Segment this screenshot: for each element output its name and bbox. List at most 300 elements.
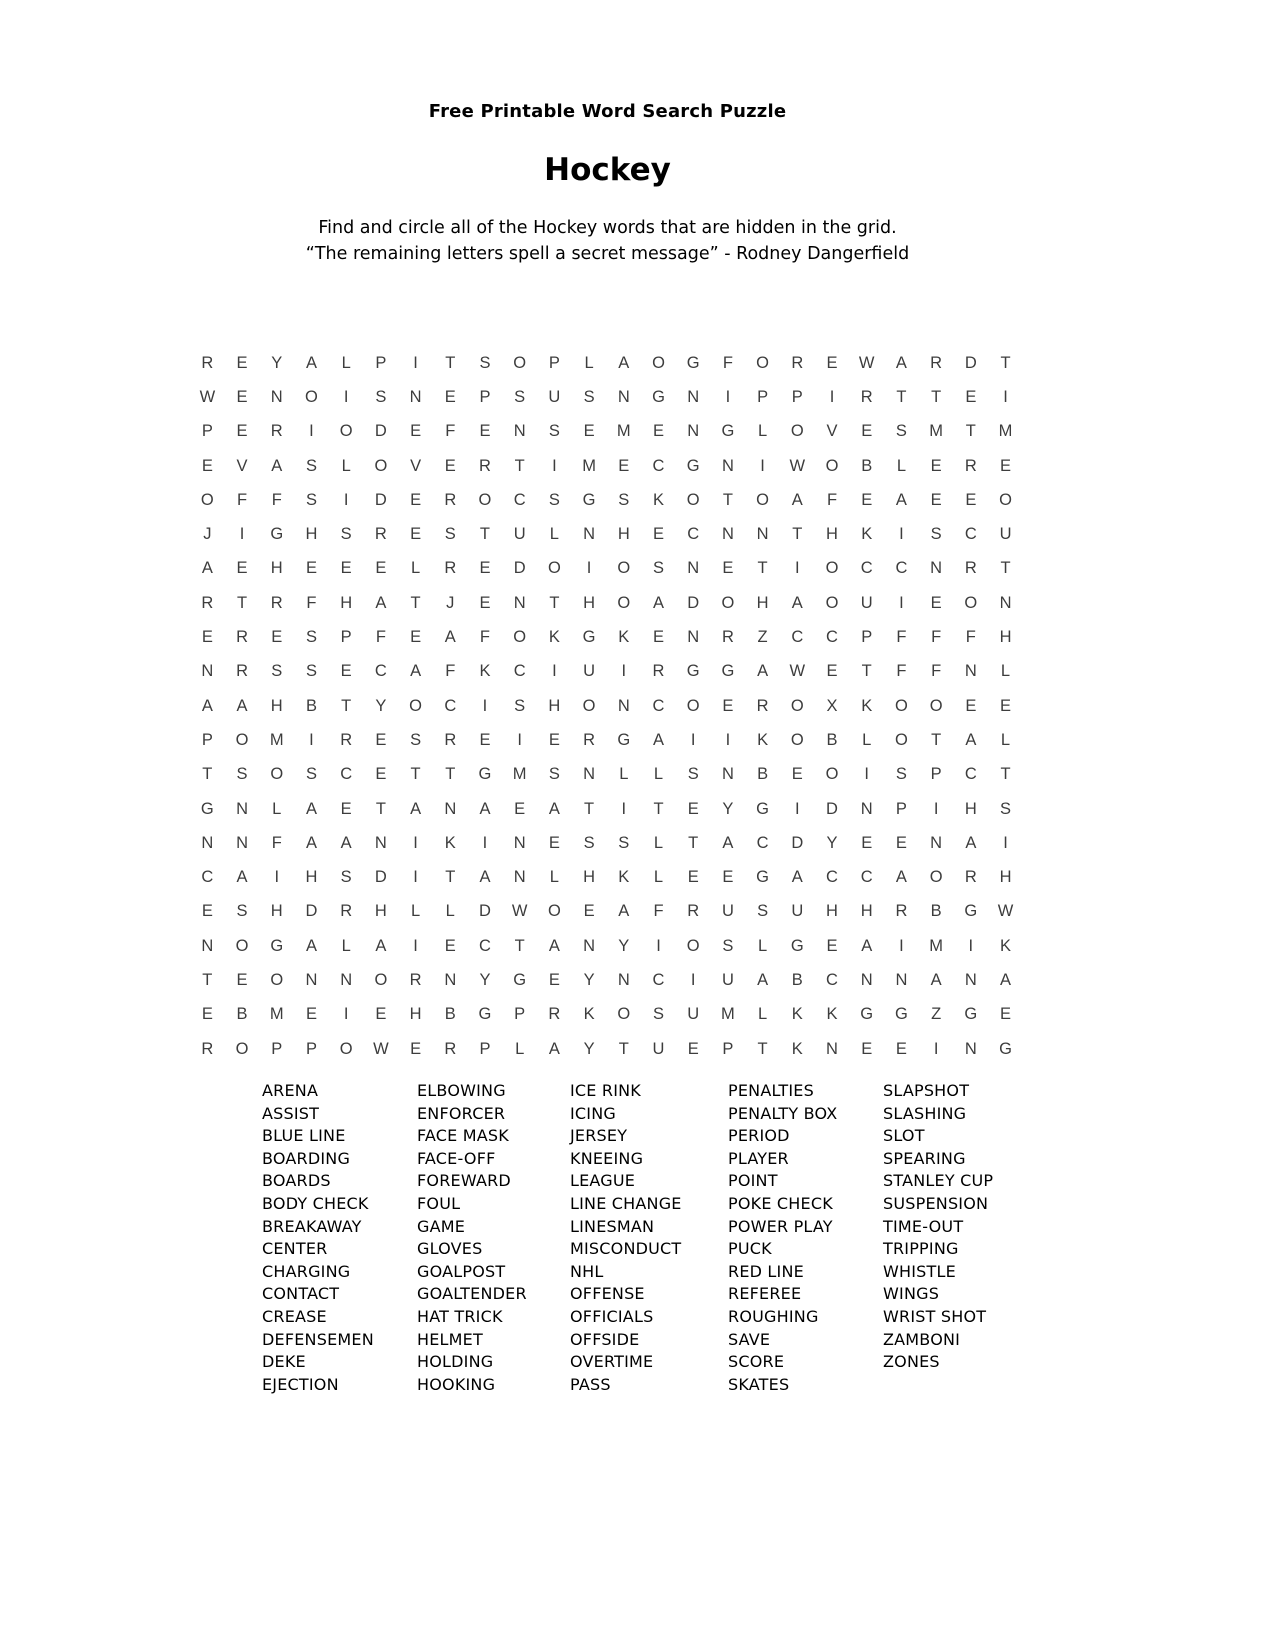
grid-cell: G — [894, 1005, 908, 1024]
grid-cell: T — [514, 456, 525, 475]
grid-cell: H — [340, 593, 353, 612]
grid-cell: S — [1000, 799, 1012, 818]
grid-cell: H — [583, 593, 596, 612]
grid-cell: N — [687, 628, 700, 647]
grid-cell: S — [583, 387, 595, 406]
grid-cell: H — [999, 628, 1012, 647]
grid-cell: E — [687, 868, 699, 887]
grid-cell: S — [514, 696, 526, 715]
grid-cell: E — [514, 799, 526, 818]
word-item: LEAGUE — [570, 1171, 636, 1191]
grid-cell: I — [586, 559, 592, 578]
grid-cell: S — [895, 422, 907, 441]
grid-cell: S — [652, 559, 664, 578]
word-item: SLAPSHOT — [883, 1081, 970, 1100]
word-item: KNEEING — [570, 1148, 644, 1168]
grid-cell: Y — [583, 1039, 595, 1058]
grid-cell: M — [512, 765, 527, 784]
grid-cell: C — [652, 970, 665, 989]
grid-cell: G — [686, 456, 700, 475]
word-item: DEKE — [262, 1352, 306, 1372]
grid-cell: A — [548, 799, 560, 818]
grid-cell: K — [757, 730, 769, 749]
grid-cell: R — [270, 593, 283, 612]
grid-cell: I — [760, 456, 765, 475]
grid-cell: E — [1000, 1005, 1012, 1024]
grid-cell: U — [721, 970, 734, 989]
grid-cell: W — [373, 1039, 389, 1058]
grid-cell: W — [997, 902, 1014, 921]
instructions-line-1: Find and circle all of the Hockey words that are hidden in the grid. — [318, 218, 897, 238]
grid-cell: P — [930, 765, 942, 784]
grid-cell: R — [270, 422, 283, 441]
grid-cell: R — [583, 730, 596, 749]
grid-cell: F — [965, 628, 976, 647]
grid-cell: M — [929, 422, 943, 441]
grid-cell: E — [930, 456, 942, 475]
word-item: ROUGHING — [728, 1306, 819, 1326]
grid-cell: E — [375, 765, 387, 784]
grid-cell: E — [930, 593, 942, 612]
grid-cell: C — [826, 628, 838, 647]
grid-cell: R — [721, 628, 734, 647]
grid-cell: I — [309, 422, 314, 441]
word-item: STANLEY CUP — [883, 1171, 994, 1191]
grid-cell: F — [896, 628, 907, 647]
grid-cell: H — [270, 902, 283, 921]
word-item: BLUE LINE — [262, 1126, 346, 1146]
grid-cell: E — [548, 833, 560, 852]
word-item: POKE CHECK — [728, 1193, 833, 1213]
grid-cell: J — [446, 593, 455, 612]
grid-cell: A — [895, 353, 907, 372]
grid-cell: I — [829, 387, 835, 406]
grid-cell: C — [860, 868, 873, 887]
grid-cell: E — [687, 1039, 699, 1058]
grid-cell: T — [584, 799, 595, 818]
grid-cell: M — [721, 1005, 735, 1024]
grid-cell: E — [861, 833, 873, 852]
grid-cell: E — [965, 696, 977, 715]
grid-cell: T — [1000, 559, 1011, 578]
grid-cell: E — [375, 1005, 387, 1024]
word-item: FOUL — [417, 1193, 461, 1213]
grid-cell: O — [686, 490, 700, 509]
word-item: OVERTIME — [570, 1352, 654, 1372]
word-list-column — [570, 1080, 682, 1396]
grid-cell: E — [583, 902, 595, 921]
grid-cell: B — [791, 970, 803, 989]
grid-cell: E — [340, 559, 352, 578]
grid-row — [190, 1032, 1023, 1066]
grid-row — [190, 792, 1023, 826]
word-item: EJECTION — [262, 1374, 339, 1394]
word-item: SLOT — [883, 1126, 925, 1146]
grid-cell: E — [583, 422, 595, 441]
grid-cell: A — [410, 799, 422, 818]
grid-cell: N — [721, 765, 734, 784]
grid-cell: E — [340, 662, 352, 681]
grid-cell: O — [790, 422, 804, 441]
grid-cell: O — [617, 593, 631, 612]
grid-cell: L — [515, 1039, 525, 1058]
grid-row — [190, 620, 1023, 654]
grid-cell: O — [825, 593, 839, 612]
grid-cell: E — [548, 730, 560, 749]
grid-cell: I — [656, 936, 661, 955]
grid-cell: E — [201, 456, 213, 475]
instructions — [0, 215, 1215, 267]
grid-cell: E — [444, 387, 456, 406]
grid-cell: E — [548, 970, 560, 989]
grid-cell: I — [343, 387, 349, 406]
grid-cell: N — [513, 833, 526, 852]
grid-cell: T — [202, 970, 213, 989]
grid-cell: O — [894, 696, 908, 715]
word-item: SUSPENSION — [883, 1193, 989, 1213]
grid-cell: A — [201, 559, 213, 578]
grid-cell: O — [999, 490, 1012, 509]
grid-cell: N — [374, 833, 387, 852]
grid-cell: K — [548, 628, 560, 647]
grid-cell: S — [548, 422, 560, 441]
grid-cell: E — [410, 490, 422, 509]
grid-cell: N — [930, 833, 943, 852]
grid-cell: A — [965, 730, 977, 749]
grid-cell: A — [201, 696, 213, 715]
grid-cell: W — [511, 902, 528, 921]
grid-cell: O — [929, 868, 943, 887]
grid-cell: R — [652, 662, 665, 681]
word-item: FACE MASK — [417, 1126, 509, 1146]
grid-cell: H — [374, 902, 387, 921]
grid-cell: G — [756, 868, 770, 887]
grid-cell: D — [374, 868, 387, 887]
grid-cell: F — [826, 490, 838, 509]
grid-row — [190, 346, 1023, 380]
grid-cell: G — [513, 970, 527, 989]
grid-cell: F — [931, 628, 942, 647]
grid-cell: E — [861, 422, 873, 441]
grid-cell: N — [964, 1039, 977, 1058]
grid-cell: T — [896, 387, 907, 406]
grid-cell: O — [513, 628, 527, 647]
grid-cell: N — [583, 936, 596, 955]
grid-cell: C — [687, 525, 700, 544]
word-item: HOOKING — [417, 1374, 496, 1394]
grid-cell: T — [688, 833, 699, 852]
word-item: HOLDING — [417, 1352, 494, 1372]
grid-cell: F — [931, 662, 942, 681]
grid-cell: S — [236, 765, 248, 784]
grid-cell: A — [305, 936, 317, 955]
grid-cell: L — [549, 525, 559, 544]
grid-cell: E — [479, 593, 491, 612]
grid-cell: E — [201, 628, 213, 647]
grid-cell: B — [305, 696, 317, 715]
grid-cell: T — [618, 1039, 629, 1058]
grid-cell: A — [479, 799, 491, 818]
grid-cell: S — [895, 765, 907, 784]
grid-cell: T — [549, 593, 560, 612]
grid-cell: I — [725, 387, 731, 406]
grid-cell: I — [899, 593, 904, 612]
grid-cell: L — [653, 868, 664, 887]
grid-cell: T — [931, 730, 942, 749]
grid-cell: A — [375, 593, 387, 612]
grid-cell: E — [861, 1039, 873, 1058]
word-item: BREAKAWAY — [262, 1216, 362, 1236]
grid-cell: A — [548, 936, 560, 955]
grid-cell: G — [721, 422, 735, 441]
grid-cell: Y — [722, 799, 734, 818]
grid-cell: L — [862, 730, 872, 749]
grid-cell: T — [757, 1039, 768, 1058]
grid-cell: Y — [826, 833, 838, 852]
word-item: SCORE — [728, 1352, 785, 1372]
grid-cell: G — [582, 490, 596, 509]
word-item: HELMET — [417, 1329, 483, 1349]
grid-cell: E — [618, 456, 630, 475]
grid-cell: E — [652, 422, 664, 441]
grid-cell: A — [375, 936, 387, 955]
grid-cell: W — [858, 353, 875, 372]
grid-cell: O — [409, 696, 422, 715]
grid-cell: E — [687, 799, 699, 818]
grid-cell: H — [270, 696, 283, 715]
grid-cell: N — [409, 387, 422, 406]
grid-cell: N — [687, 559, 700, 578]
grid-cell: U — [721, 902, 734, 921]
grid-cell: O — [235, 730, 249, 749]
grid-cell: E — [271, 628, 283, 647]
grid-cell: R — [201, 593, 214, 612]
grid-cell: O — [235, 936, 249, 955]
grid-cell: E — [236, 970, 248, 989]
grid-cell: P — [861, 628, 873, 647]
grid-cell: E — [722, 868, 734, 887]
grid-cell: K — [861, 696, 873, 715]
grid-cell: R — [236, 628, 249, 647]
grid-cell: A — [722, 833, 734, 852]
grid-cell: S — [305, 662, 317, 681]
grid-cell: P — [722, 1039, 734, 1058]
grid-cell: N — [305, 970, 318, 989]
grid-cell: R — [444, 559, 457, 578]
word-item: ICING — [570, 1103, 616, 1123]
grid-cell: O — [200, 490, 214, 509]
grid-cell: E — [444, 936, 456, 955]
grid-cell: N — [826, 1039, 838, 1058]
grid-cell: T — [445, 868, 456, 887]
grid-cell: G — [270, 525, 284, 544]
word-item: CENTER — [262, 1239, 328, 1259]
grid-cell: L — [758, 936, 768, 955]
grid-cell: C — [895, 559, 908, 578]
grid-cell: I — [864, 765, 869, 784]
grid-cell: I — [899, 525, 904, 544]
grid-cell: E — [375, 559, 387, 578]
grid-cell: I — [343, 1005, 349, 1024]
grid-cell: I — [1003, 387, 1008, 406]
grid-cell: S — [618, 490, 630, 509]
grid-cell: D — [791, 833, 804, 852]
grid-cell: N — [201, 936, 214, 955]
grid-cell: L — [584, 353, 594, 372]
grid-cell: R — [444, 730, 457, 749]
word-item: ELBOWING — [417, 1081, 506, 1100]
grid-cell: N — [721, 525, 734, 544]
grid-cell: A — [791, 868, 803, 887]
word-item: ICE RINK — [570, 1081, 641, 1100]
grid-row — [190, 826, 1023, 860]
grid-cell: L — [758, 1005, 768, 1024]
grid-cell: I — [239, 525, 245, 544]
grid-cell: O — [270, 970, 284, 989]
grid-cell: O — [825, 559, 839, 578]
grid-row — [190, 655, 1023, 689]
grid-cell: E — [479, 422, 491, 441]
grid-cell: N — [340, 970, 353, 989]
grid-row — [190, 963, 1023, 997]
grid-cell: U — [583, 662, 596, 681]
grid-cell: O — [617, 559, 631, 578]
grid-cell: E — [722, 696, 734, 715]
grid-cell: R — [895, 902, 908, 921]
grid-cell: N — [617, 970, 630, 989]
grid-cell: T — [202, 765, 213, 784]
grid-cell: A — [1000, 970, 1012, 989]
grid-row — [190, 380, 1023, 414]
grid-cell: G — [686, 353, 700, 372]
grid-cell: F — [375, 628, 386, 647]
grid-cell: T — [410, 593, 421, 612]
grid-cell: N — [617, 696, 630, 715]
grid-cell: R — [201, 1039, 214, 1058]
grid-cell: H — [617, 525, 630, 544]
grid-cell: G — [478, 765, 492, 784]
word-item: SLASHING — [883, 1103, 967, 1123]
grid-row — [190, 723, 1023, 757]
grid-cell: U — [860, 593, 873, 612]
grid-cell: P — [548, 353, 560, 372]
grid-cell: S — [548, 765, 560, 784]
grid-cell: N — [999, 593, 1012, 612]
grid-cell: I — [482, 696, 488, 715]
word-item: FOREWARD — [417, 1171, 511, 1191]
grid-cell: K — [618, 628, 630, 647]
word-item: TIME-OUT — [883, 1216, 964, 1236]
word-item: PENALTIES — [728, 1081, 814, 1100]
grid-cell: R — [964, 559, 977, 578]
grid-cell: E — [791, 765, 803, 784]
grid-cell: C — [374, 662, 387, 681]
grid-cell: S — [305, 456, 317, 475]
word-list-column — [417, 1080, 527, 1396]
grid-cell: T — [722, 490, 733, 509]
grid-cell: O — [825, 456, 839, 475]
grid-cell: N — [236, 799, 249, 818]
grid-cell: E — [305, 559, 317, 578]
grid-cell: G — [200, 799, 214, 818]
grid-cell: E — [410, 422, 422, 441]
grid-cell: I — [343, 490, 349, 509]
grid-cell: E — [861, 490, 873, 509]
grid-cell: S — [271, 662, 283, 681]
grid-cell: E — [652, 628, 664, 647]
grid-cell: N — [964, 970, 977, 989]
word-item: BOARDS — [262, 1171, 331, 1191]
grid-cell: D — [687, 593, 700, 612]
grid-cell: R — [756, 696, 769, 715]
grid-cell: O — [339, 422, 353, 441]
grid-cell: G — [721, 662, 735, 681]
word-item: PLAYER — [728, 1148, 789, 1168]
grid-cell: O — [825, 765, 839, 784]
grid-cell: B — [861, 456, 873, 475]
grid-cell: C — [826, 970, 838, 989]
grid-cell: R — [930, 353, 943, 372]
grid-cell: S — [930, 525, 942, 544]
grid-cell: A — [479, 868, 491, 887]
grid-cell: I — [413, 833, 418, 852]
grid-cell: A — [618, 353, 630, 372]
grid-cell: N — [444, 970, 457, 989]
grid-cell: H — [583, 868, 596, 887]
grid-cell: D — [374, 490, 387, 509]
grid-cell: O — [894, 730, 908, 749]
grid-cell: L — [341, 353, 351, 372]
grid-cell: H — [756, 593, 769, 612]
word-item: ZONES — [883, 1352, 940, 1372]
grid-cell: E — [375, 730, 387, 749]
grid-cell: A — [895, 868, 907, 887]
grid-cell: H — [270, 559, 283, 578]
grid-cell: T — [479, 525, 491, 544]
grid-cell: P — [375, 353, 387, 372]
grid-cell: H — [964, 799, 977, 818]
word-item: PERIOD — [728, 1126, 790, 1146]
grid-cell: I — [899, 936, 904, 955]
grid-cell: M — [269, 730, 284, 749]
grid-cell: N — [687, 387, 700, 406]
grid-cell: A — [305, 353, 317, 372]
grid-cell: E — [652, 525, 664, 544]
grid-cell: T — [792, 525, 803, 544]
grid-cell: A — [236, 868, 248, 887]
grid-cell: R — [444, 1039, 457, 1058]
grid-cell: E — [965, 387, 977, 406]
grid-cell: G — [478, 1005, 492, 1024]
word-item: ZAMBONI — [883, 1329, 961, 1349]
grid-cell: P — [479, 1039, 491, 1058]
grid-cell: B — [930, 902, 942, 921]
grid-cell: D — [479, 902, 491, 921]
grid-cell: N — [583, 525, 596, 544]
grid-cell: X — [826, 696, 838, 715]
grid-cell: L — [896, 456, 906, 475]
grid-cell: G — [999, 1039, 1012, 1058]
grid-cell: K — [583, 1005, 595, 1024]
grid-cell: K — [861, 525, 873, 544]
grid-cell: L — [758, 422, 768, 441]
grid-cell: I — [517, 730, 522, 749]
grid-cell: V — [236, 456, 248, 475]
grid-cell: I — [690, 970, 696, 989]
grid-cell: T — [514, 936, 525, 955]
grid-cell: L — [410, 902, 421, 921]
grid-cell: N — [270, 387, 283, 406]
